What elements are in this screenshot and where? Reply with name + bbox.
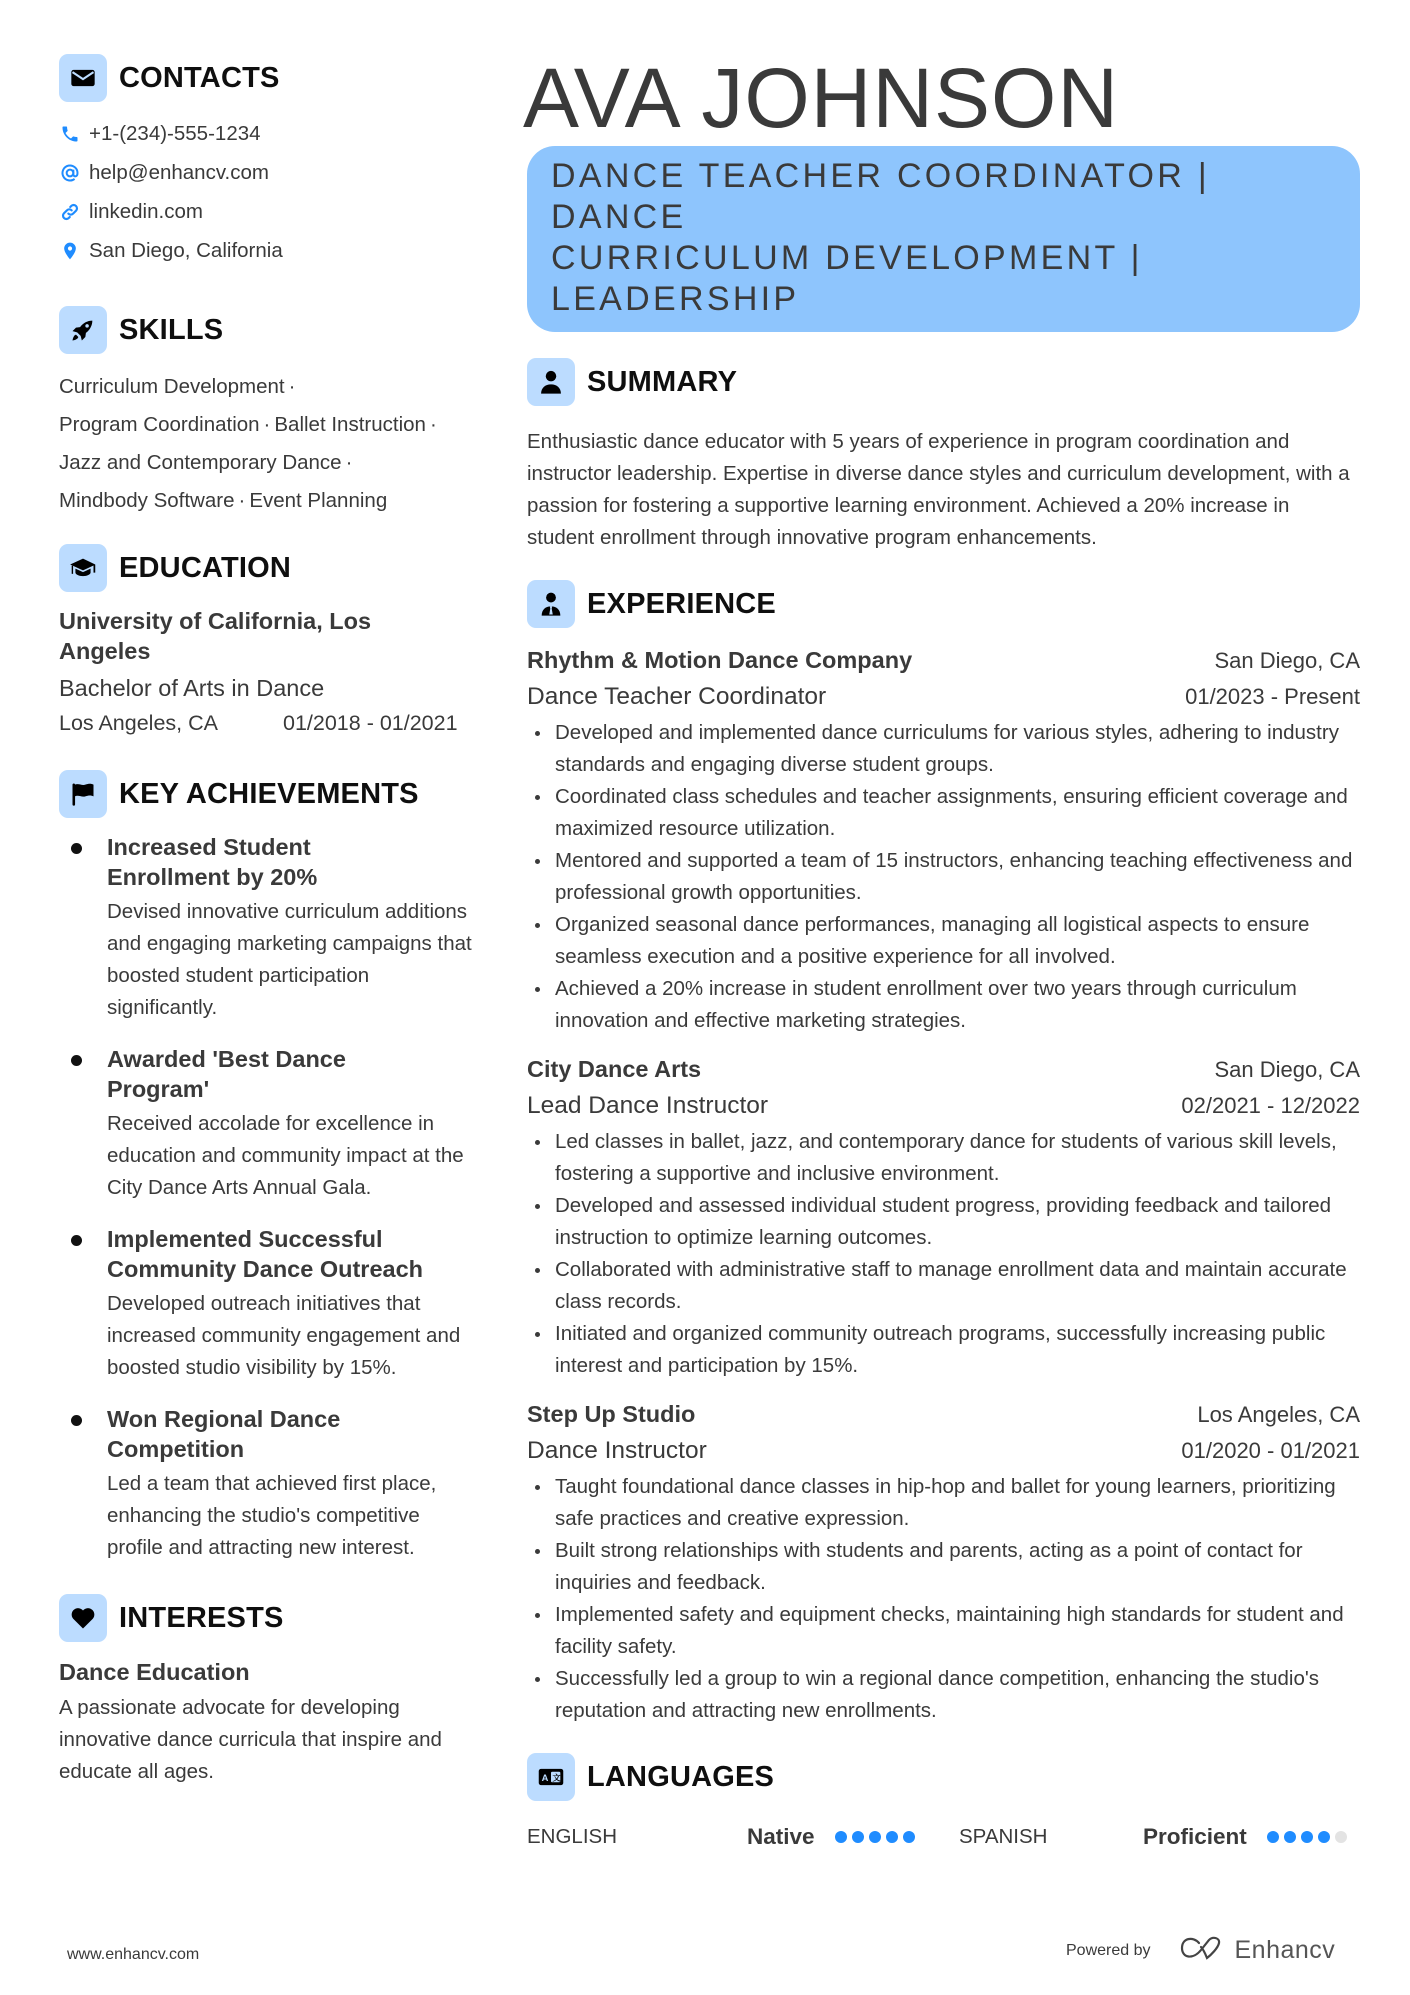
section-title: SKILLS bbox=[119, 313, 224, 346]
job-location: San Diego, CA bbox=[1214, 648, 1360, 673]
skill-separator: · bbox=[238, 489, 246, 512]
achievements-header bbox=[59, 770, 479, 818]
education-degree: Bachelor of Arts in Dance bbox=[59, 675, 325, 701]
job-bullets bbox=[527, 1471, 1360, 1727]
headline-line: DANCE TEACHER COORDINATOR | DANCE bbox=[551, 157, 1210, 236]
interest-item bbox=[59, 1656, 479, 1788]
enhancv-logo-icon bbox=[1179, 1935, 1225, 1966]
job-bullet: Implemented safety and equipment checks, maintaining high standards for student and facility safety. bbox=[527, 1599, 1360, 1663]
languages-header bbox=[527, 1753, 1360, 1801]
contact-email[interactable] bbox=[59, 153, 479, 192]
section-title: LANGUAGES bbox=[587, 1760, 775, 1793]
skills-list bbox=[59, 368, 479, 520]
interests-section bbox=[59, 1594, 479, 1788]
job-bullet: Led classes in ballet, jazz, and contemporary dance for students of various skill levels, fostering a supportive and inclusive environment. bbox=[527, 1126, 1360, 1190]
achievement-title: Awarded 'Best Dance Program' bbox=[107, 1046, 346, 1102]
job-dates: 02/2021 - 12/2022 bbox=[1181, 1093, 1360, 1118]
job-bullet: Organized seasonal dance performances, managing all logistical aspects to ensure seamless execution and a positive experience for all involved. bbox=[527, 909, 1360, 973]
job-bullet: Mentored and supported a team of 15 instructors, enhancing teaching effectiveness and professional growth opportunities. bbox=[527, 845, 1360, 909]
job-bullet: Developed and assessed individual student progress, providing feedback and tailored instruction to optimize learning outcomes. bbox=[527, 1190, 1360, 1254]
job-bullet: Successfully led a group to win a regional dance competition, enhancing the studio's reputation and attracting new enrollments. bbox=[527, 1663, 1360, 1727]
skill-separator: · bbox=[263, 413, 271, 436]
language-icon bbox=[527, 1753, 575, 1801]
job-location: Los Angeles, CA bbox=[1197, 1402, 1360, 1427]
achievement-item bbox=[59, 1224, 479, 1384]
footer-branding bbox=[1066, 1935, 1335, 1966]
contact-phone[interactable] bbox=[59, 114, 479, 153]
bullet-dot bbox=[71, 843, 82, 854]
skill-separator: · bbox=[288, 375, 296, 398]
education-school: University of California, Los Angeles bbox=[59, 608, 372, 664]
skill-item: Jazz and Contemporary Dance bbox=[59, 451, 342, 474]
experience-header bbox=[527, 580, 1360, 628]
job-location: San Diego, CA bbox=[1214, 1057, 1360, 1082]
achievement-item bbox=[59, 1404, 479, 1564]
flag-icon bbox=[59, 770, 107, 818]
skill-item: Mindbody Software bbox=[59, 489, 235, 512]
headline-line: CURRICULUM DEVELOPMENT | bbox=[551, 239, 1143, 277]
job-dates: 01/2020 - 01/2021 bbox=[1181, 1438, 1360, 1463]
contact-location-text: San Diego, California bbox=[89, 238, 283, 262]
job-role: Dance Instructor bbox=[527, 1437, 707, 1464]
section-title: EXPERIENCE bbox=[587, 587, 776, 620]
achievements-section bbox=[59, 770, 479, 1564]
candidate-name: AVA JOHNSON bbox=[523, 51, 1120, 145]
contacts-section bbox=[59, 54, 479, 270]
right-column bbox=[523, 50, 1360, 1857]
svg-text:A: A bbox=[541, 1773, 549, 1784]
skills-header bbox=[59, 306, 479, 354]
at-icon bbox=[59, 162, 81, 184]
languages-list bbox=[527, 1817, 1360, 1857]
skill-item: Event Planning bbox=[249, 489, 388, 512]
achievement-desc: Devised innovative curriculum additions and engaging marketing campaigns that boosted student participation significantly. bbox=[107, 900, 472, 1019]
contact-email-text: help@enhancv.com bbox=[89, 160, 269, 184]
skills-section bbox=[59, 306, 479, 520]
contact-linkedin-text: linkedin.com bbox=[89, 199, 203, 223]
education-dates: 01/2018 - 01/2021 bbox=[283, 711, 458, 735]
job-bullet: Taught foundational dance classes in hip-hop and ballet for young learners, prioritizing safe practices and creative expression. bbox=[527, 1471, 1360, 1535]
interest-title: Dance Education bbox=[59, 1659, 250, 1685]
location-pin-icon bbox=[59, 240, 81, 262]
powered-by-label: Powered by bbox=[1066, 1941, 1151, 1959]
summary-text: Enthusiastic dance educator with 5 years of experience in program coordination and instructor leadership. Expertise in diverse dance styles and curriculum development, with a passion for fostering a supportive learning environment. Achieved a 20% increase in student enrollment through innovative program enhancements. bbox=[527, 430, 1350, 549]
education-entry bbox=[59, 606, 479, 740]
achievement-title: Won Regional Dance Competition bbox=[107, 1406, 341, 1462]
headline-line: LEADERSHIP bbox=[551, 280, 800, 318]
achievement-item bbox=[59, 1044, 479, 1204]
job-bullet: Built strong relationships with students and parents, acting as a point of contact for inquiries and feedback. bbox=[527, 1535, 1360, 1599]
bullet-dot bbox=[71, 1235, 82, 1246]
achievement-desc: Received accolade for excellence in education and community impact at the City Dance Arts Annual Gala. bbox=[107, 1112, 464, 1199]
section-title: KEY ACHIEVEMENTS bbox=[119, 777, 419, 810]
job-bullet: Achieved a 20% increase in student enrollment over two years through curriculum innovation and effective marketing strategies. bbox=[527, 973, 1360, 1037]
proficiency-dots bbox=[835, 1831, 915, 1843]
job-bullet: Initiated and organized community outreach programs, successfully increasing public interest and participation by 15%. bbox=[527, 1318, 1360, 1382]
job-company: Rhythm & Motion Dance Company bbox=[527, 647, 913, 673]
achievement-desc: Developed outreach initiatives that increased community engagement and boosted studio visibility by 15%. bbox=[107, 1292, 461, 1379]
job-bullets bbox=[527, 717, 1360, 1037]
skill-separator: · bbox=[345, 451, 353, 474]
bullet-dot bbox=[71, 1415, 82, 1426]
job-bullets bbox=[527, 1126, 1360, 1382]
user-tie-icon bbox=[527, 580, 575, 628]
achievement-title: Implemented Successful Community Dance Outreach bbox=[107, 1226, 424, 1282]
skill-separator: · bbox=[429, 413, 437, 436]
job-bullet: Coordinated class schedules and teacher assignments, ensuring efficient coverage and maximized resource utilization. bbox=[527, 781, 1360, 845]
rocket-icon bbox=[59, 306, 107, 354]
achievement-item bbox=[59, 832, 479, 1024]
left-column bbox=[59, 54, 479, 1788]
job-bullet: Collaborated with administrative staff to manage enrollment data and maintain accurate class records. bbox=[527, 1254, 1360, 1318]
summary-section bbox=[527, 358, 1360, 554]
job-bullet: Developed and implemented dance curriculums for various styles, adhering to industry standards and engaging diverse student groups. bbox=[527, 717, 1360, 781]
section-title: SUMMARY bbox=[587, 365, 738, 398]
achievements-list bbox=[59, 832, 479, 1564]
language-level: Native bbox=[747, 1824, 815, 1849]
envelope-icon bbox=[59, 54, 107, 102]
skill-item: Ballet Instruction bbox=[274, 413, 426, 436]
headline-box bbox=[527, 146, 1360, 332]
education-section bbox=[59, 544, 479, 740]
language-name: ENGLISH bbox=[527, 1825, 617, 1848]
language-item bbox=[527, 1824, 959, 1850]
contact-linkedin[interactable] bbox=[59, 192, 479, 231]
job-role: Dance Teacher Coordinator bbox=[527, 683, 827, 710]
language-item bbox=[959, 1824, 1360, 1850]
brand-name: Enhancv bbox=[1234, 1936, 1336, 1964]
job-entry bbox=[527, 642, 1360, 1037]
contacts-header bbox=[59, 54, 479, 102]
contact-location bbox=[59, 231, 479, 270]
education-header bbox=[59, 544, 479, 592]
job-entry bbox=[527, 1051, 1360, 1382]
bullet-dot bbox=[71, 1055, 82, 1066]
achievement-title: Increased Student Enrollment by 20% bbox=[107, 834, 318, 890]
experience-section bbox=[527, 580, 1360, 1727]
link-icon bbox=[59, 201, 81, 223]
user-icon bbox=[527, 358, 575, 406]
svg-text:文: 文 bbox=[552, 1773, 561, 1783]
job-role: Lead Dance Instructor bbox=[527, 1092, 769, 1119]
summary-header bbox=[527, 358, 1360, 406]
section-title: CONTACTS bbox=[119, 61, 280, 94]
section-title: EDUCATION bbox=[119, 551, 292, 584]
language-level: Proficient bbox=[1143, 1824, 1247, 1849]
job-company: Step Up Studio bbox=[527, 1401, 696, 1427]
proficiency-dots bbox=[1267, 1831, 1347, 1843]
graduation-cap-icon bbox=[59, 544, 107, 592]
achievement-desc: Led a team that achieved first place, enhancing the studio's competitive profile and attracting new interest. bbox=[107, 1472, 437, 1559]
heart-icon bbox=[59, 1594, 107, 1642]
section-title: INTERESTS bbox=[119, 1601, 284, 1634]
interest-desc: A passionate advocate for developing innovative dance curricula that inspire and educate all ages. bbox=[59, 1696, 442, 1783]
footer-website[interactable]: www.enhancv.com bbox=[67, 1946, 200, 1963]
contact-phone-text: +1-(234)-555-1234 bbox=[89, 121, 261, 145]
language-name: SPANISH bbox=[959, 1825, 1048, 1848]
languages-section bbox=[527, 1753, 1360, 1857]
skill-item: Program Coordination bbox=[59, 413, 260, 436]
skill-item: Curriculum Development bbox=[59, 375, 285, 398]
phone-icon bbox=[59, 123, 81, 145]
job-company: City Dance Arts bbox=[527, 1056, 702, 1082]
job-entry bbox=[527, 1396, 1360, 1727]
job-dates: 01/2023 - Present bbox=[1185, 684, 1360, 709]
education-location: Los Angeles, CA bbox=[59, 711, 218, 735]
interests-header bbox=[59, 1594, 479, 1642]
